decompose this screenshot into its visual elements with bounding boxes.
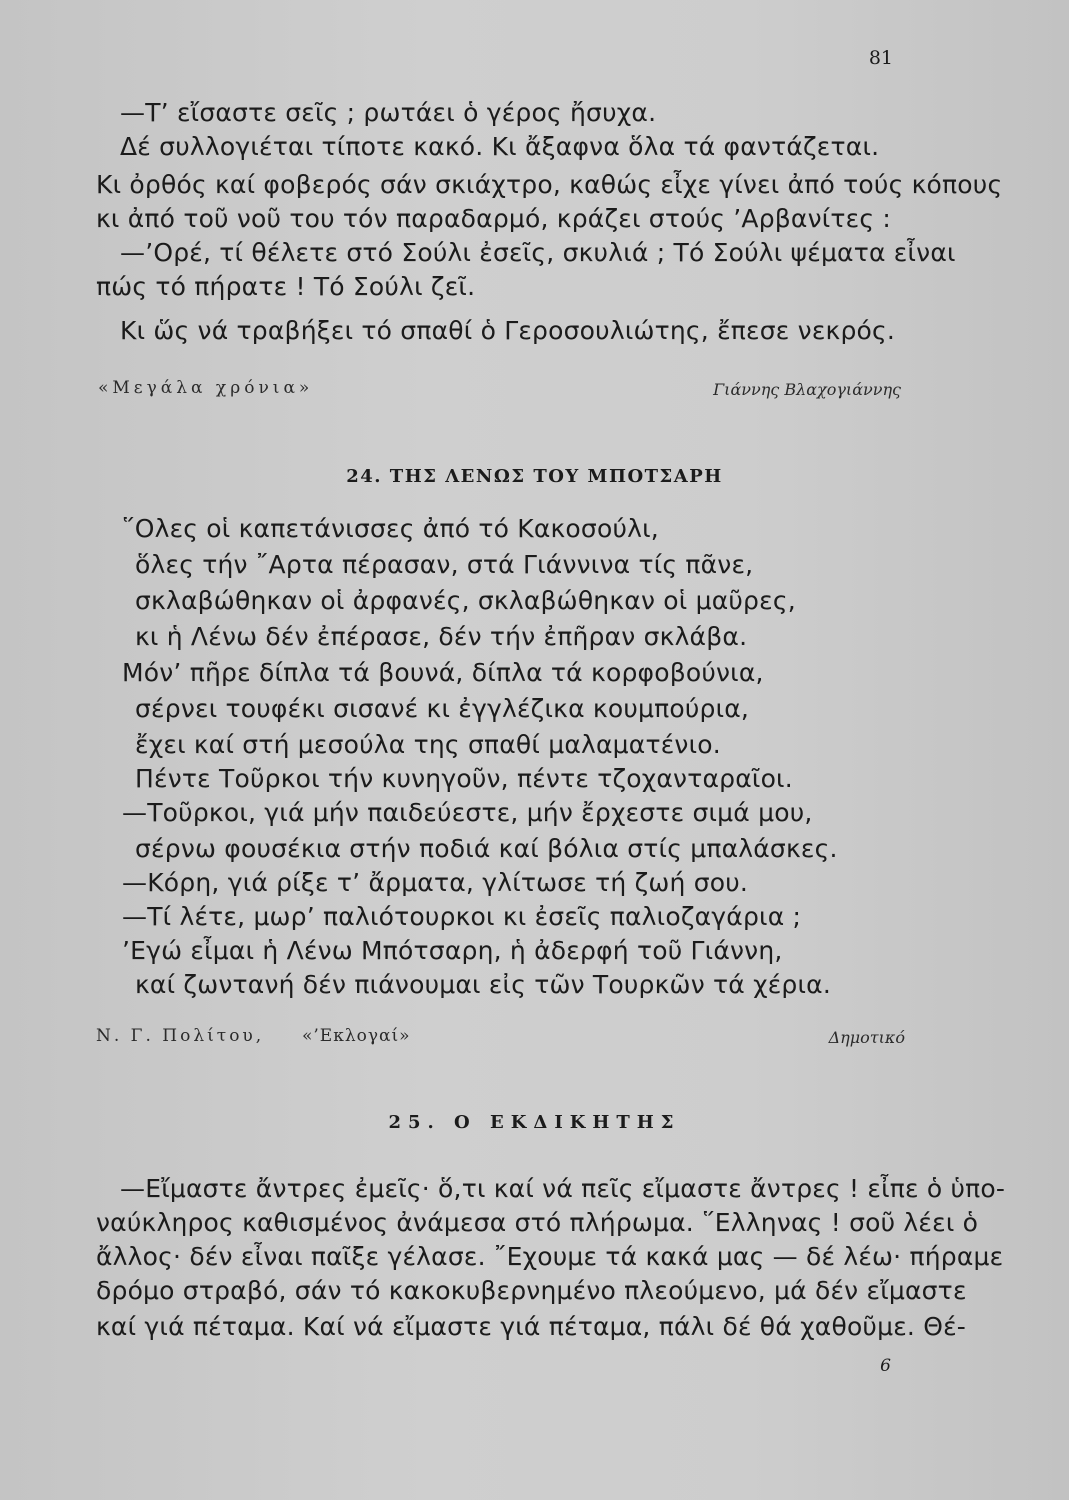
author-name: Δημοτικό [828,1028,905,1047]
poem-line: ῞Ολες οἱ καπετάνισσες ἀπό τό Κακοσούλι, [122,514,659,543]
prose-line: —’Ορέ, τί θέλετε στό Σούλι ἐσεῖς, σκυλιά ; Τό Σούλι ψέματα εἶναι [120,238,956,267]
poem-line: Πέντε Τοῦρκοι τήν κυνηγοῦν, πέντε τζοχανταραῖοι. [135,764,793,793]
poem-line: —Κόρη, γιά ρίξε τ’ ἄρματα, γλίτωσε τή ζωή σου. [122,868,749,897]
poem-line: καί ζωντανή δέν πιάνουμαι εἰς τῶν Τουρκῶν τά χέρια. [135,970,831,999]
poem-line: ἔχει καί στή μεσούλα της σπαθί μαλαματένιο. [135,730,721,759]
poem-line: ’Εγώ εἶμαι ἡ Λένω Μπότσαρη, ἡ ἀδερφή τοῦ Γιάννη, [122,936,783,965]
prose-line: —Τ’ εἴσαστε σεῖς ; ρωτάει ὁ γέρος ἤσυχα. [120,98,657,127]
author-name: Γιάννης Βλαχογιάννης [713,380,901,399]
prose-line: καί γιά πέταμα. Καί νά εἴμαστε γιά πέταμα, πάλι δέ θά χαθοῦμε. Θέ- [96,1312,967,1341]
section-heading: 24. ΤΗΣ ΛΕΝΩΣ ΤΟΥ ΜΠΟΤΣΑΡΗ [346,466,723,487]
prose-line: —Εἴμαστε ἄντρες ἐμεῖς· ὅ,τι καί νά πεῖς εἴμαστε ἄντρες ! εἶπε ὁ ὑπο- [120,1174,1006,1203]
source-title: «’Εκλογαί» [302,1026,411,1046]
prose-line: ναύκληρος καθισμένος ἀνάμεσα στό πλήρωμα. ῞Ελληνας ! σοῦ λέει ὁ [96,1208,979,1237]
prose-line: κι ἀπό τοῦ νοῦ του τόν παραδαρμό, κράζει στούς ’Αρβανίτες : [96,204,892,233]
section-heading: 25. Ο ΕΚΔΙΚΗΤΗΣ [388,1112,681,1133]
source-author: Ν. Γ. Πολίτου, [96,1026,265,1046]
prose-line: δρόμο στραβό, σάν τό κακοκυβερνημένο πλεούμενο, μά δέν εἴμαστε [96,1276,967,1305]
prose-line: Κι ὥς νά τραβήξει τό σπαθί ὁ Γεροσουλιώτης, ἔπεσε νεκρός. [120,316,896,345]
poem-line: σέρνω φουσέκια στήν ποδιά καί βόλια στίς μπαλάσκες. [135,834,838,863]
poem-line: —Τοῦρκοι, γιά μήν παιδεύεστε, μήν ἔρχεστε σιμά μου, [122,798,813,827]
poem-line: —Τί λέτε, μωρ’ παλιότουρκοι κι ἐσεῖς παλιοζαγάρια ; [122,902,802,931]
poem-line: σέρνει τουφέκι σισανέ κι ἐγγλέζικα κουμπούρια, [135,694,750,723]
page-number: 81 [868,47,893,69]
prose-line: πώς τό πήρατε ! Τό Σούλι ζεῖ. [96,272,476,301]
poem-line: Μόν’ πῆρε δίπλα τά βουνά, δίπλα τά κορφοβούνια, [122,658,764,687]
prose-line: Κι ὀρθός καί φοβερός σάν σκιάχτρο, καθώς εἶχε γίνει ἀπό τούς κόπους [96,170,1003,199]
poem-line: κι ἡ Λένω δέν ἐπέρασε, δέν τήν ἐπῆραν σκλάβα. [135,622,748,651]
signature-mark: 6 [880,1356,891,1376]
prose-line: ἄλλος· δέν εἶναι παῖξε γέλασε. ῎Εχουμε τά κακά μας — δέ λέω· πήραμε [96,1242,1004,1271]
prose-line: Δέ συλλογιέται τίποτε κακό. Κι ἄξαφνα ὅλα τά φαντάζεται. [120,132,880,161]
poem-line: ὅλες τήν ῎Αρτα πέρασαν, στά Γιάννινα τίς πᾶνε, [135,550,754,579]
poem-line: σκλαβώθηκαν οἱ ἀρφανές, σκλαβώθηκαν οἱ μαῦρες, [135,586,796,615]
source-title: «Μεγάλα χρόνια» [98,378,314,398]
